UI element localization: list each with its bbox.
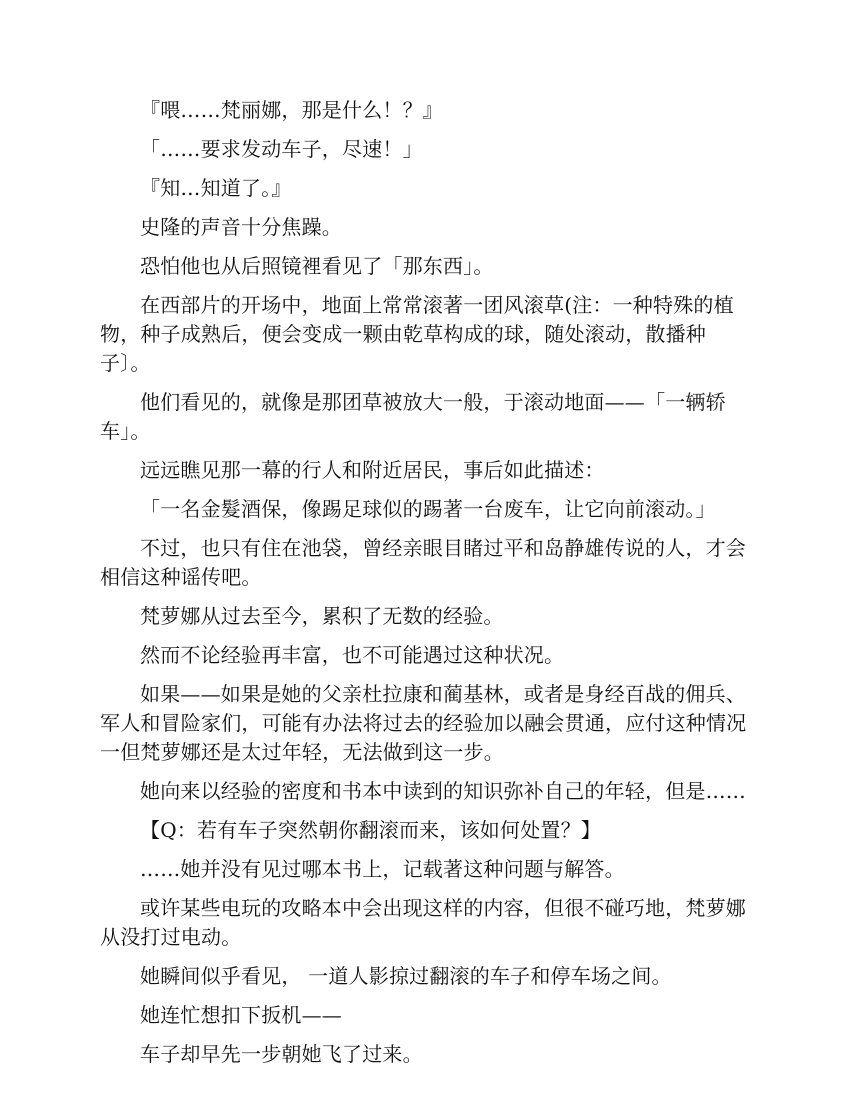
paragraph-12: 然而不论经验再丰富，也不可能遇过这种状况。 — [140, 643, 565, 667]
paragraph-10: 不过，也只有住在池袋，曾经亲眼目睹过平和岛静雄传说的人，才会相信这种谣传吧。 — [100, 536, 746, 589]
paragraph-2: 「……要求发动车子，尽速！」 — [140, 137, 423, 161]
paragraph-13: 如果——如果是她的父亲杜拉康和蔺基林，或者是身经百战的佣兵、军人和冒险家们，可能有办法将过去的经验加以融会贯通，应付这种情况一但梵萝娜还是太过年轻，无法做到这一步。 — [100, 682, 747, 764]
paragraph-20: 车子却早先一步朝她飞了过来。 — [140, 1042, 423, 1066]
paragraph-14: 她向来以经验的密度和书本中读到的知识弥补自己的年轻，但是…… — [140, 779, 746, 803]
paragraph-18: 她瞬间似乎看见， 一道人影掠过翻滚的车子和停车场之间。 — [140, 964, 672, 988]
paragraph-7: 他们看见的，就像是那团草被放大一般，于滚动地面——「一辆轿车」。 — [100, 390, 726, 443]
paragraph-11: 梵萝娜从过去至今，累积了无数的经验。 — [140, 604, 504, 628]
paragraph-8: 远远瞧见那一幕的行人和附近居民，事后如此描述： — [140, 458, 605, 482]
paragraph-16: ……她并没有见过哪本书上，记载著这种问题与解答。 — [140, 857, 625, 881]
paragraph-4: 史隆的声音十分焦躁。 — [140, 215, 342, 239]
paragraph-15: 【Q：若有车子突然朝你翻滚而来，该如何处置？】 — [140, 818, 601, 842]
paragraph-9: 「一名金髮酒保，像踢足球似的踢著一台废车，让它向前滚动。」 — [140, 497, 716, 521]
paragraph-6: 在西部片的开场中，地面上常常滚著一团风滚草(注：一种特殊的植物，种子成熟后，便会变成一颗由乾草构成的球，随处滚动，散播种子〕。 — [100, 293, 734, 375]
paragraph-17: 或许某些电玩的攻略本中会出现这样的内容，但很不碰巧地，梵萝娜从没打过电动。 — [100, 896, 746, 949]
paragraph-5: 恐怕他也从后照镜裡看见了「那东西」。 — [140, 254, 494, 278]
paragraph-1: 『喂……梵丽娜，那是什么！？』 — [140, 98, 443, 122]
paragraph-19: 她连忙想扣下扳机—— — [140, 1003, 342, 1027]
paragraph-3: 『知…知道了。』 — [140, 176, 292, 200]
